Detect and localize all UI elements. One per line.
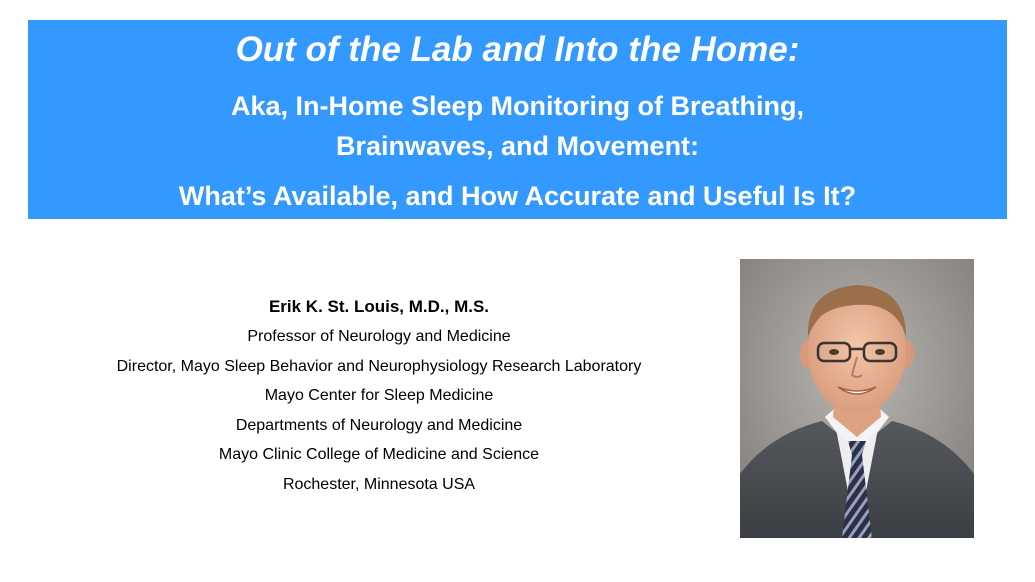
subtitle-line-1: Aka, In-Home Sleep Monitoring of Breathing, — [230, 91, 805, 121]
speaker-center: Mayo Center for Sleep Medicine — [264, 387, 494, 404]
speaker-college: Mayo Clinic College of Medicine and Science — [218, 446, 540, 463]
speaker-name: Erik K. St. Louis, M.D., M.S. — [268, 297, 490, 316]
speaker-location: Rochester, Minnesota USA — [282, 475, 476, 493]
speaker-departments: Departments of Neurology and Medicine — [235, 416, 523, 434]
speaker-role: Director, Mayo Sleep Behavior and Neurophysiology Research Laboratory — [116, 357, 642, 375]
presentation-title: Out of the Lab and Into the Home: — [235, 30, 800, 69]
subtitle-line-2: Brainwaves, and Movement: — [335, 131, 700, 161]
speaker-portrait-photo — [740, 259, 974, 538]
title-banner — [28, 20, 1007, 219]
presentation-subtitle — [28, 86, 1007, 166]
subtitle-line-3: What’s Available, and How Accurate and Useful Is It? — [178, 181, 857, 211]
speaker-info — [60, 292, 698, 499]
speaker-title: Professor of Neurology and Medicine — [247, 328, 511, 345]
